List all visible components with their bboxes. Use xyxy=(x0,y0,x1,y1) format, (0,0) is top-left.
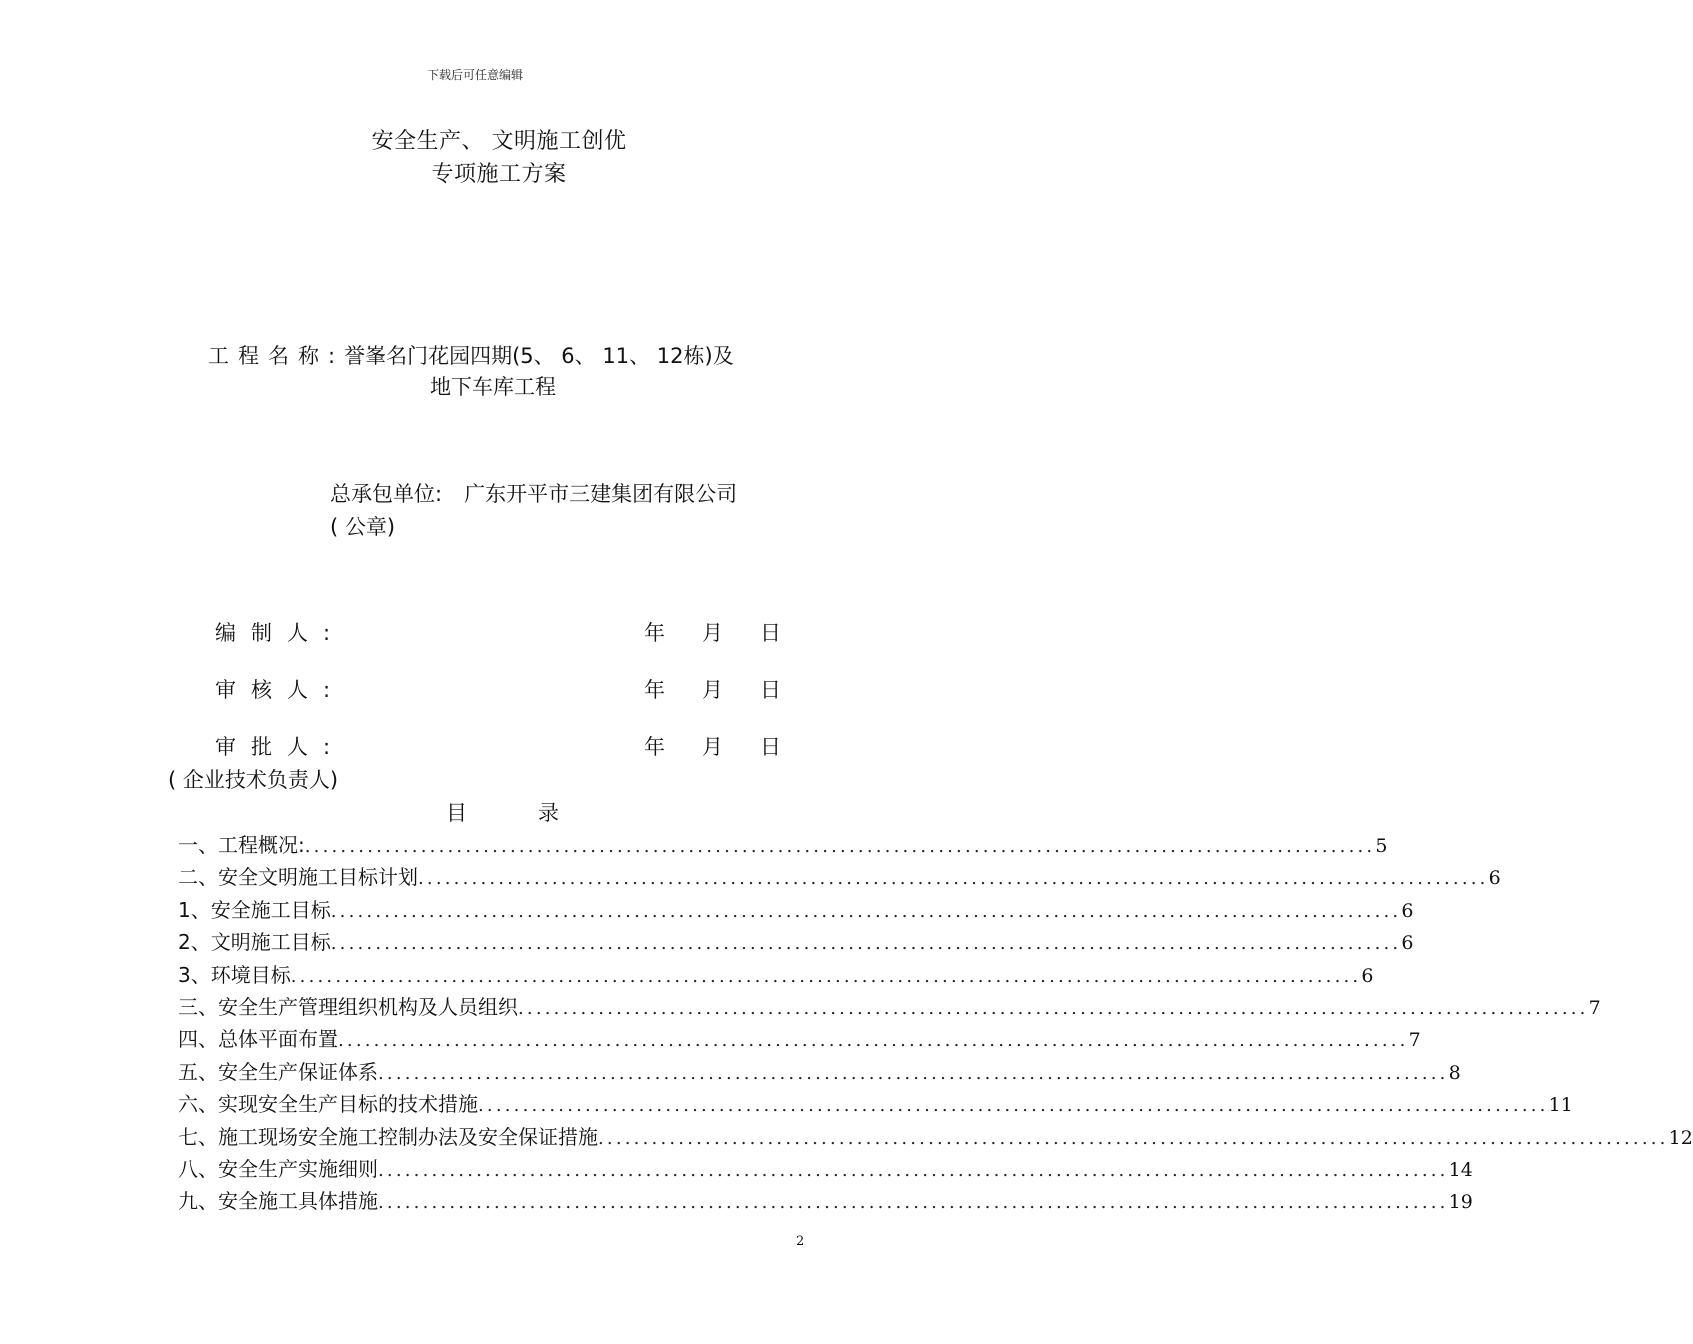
date-day: 日 xyxy=(760,621,781,645)
toc-title xyxy=(446,797,559,827)
toc-entry-page: 6 xyxy=(1361,964,1374,987)
toc-entry-page: 12 xyxy=(1668,1126,1693,1149)
date-year: 年 xyxy=(644,735,665,759)
date-year: 年 xyxy=(644,678,665,702)
toc-entry[interactable] xyxy=(178,1185,1473,1215)
date-day: 日 xyxy=(760,735,781,759)
toc-entry-page: 6 xyxy=(1401,932,1414,955)
toc-entry[interactable] xyxy=(178,1056,1461,1086)
toc-entry-title: 安全文明施工目标计划 xyxy=(218,865,418,890)
toc-entry-number: 1、 xyxy=(178,897,211,922)
date-year: 年 xyxy=(644,621,665,645)
signature-approver-date xyxy=(644,731,781,761)
toc-entry-page: 7 xyxy=(1408,1029,1421,1052)
signature-approver-label: 审批人: xyxy=(215,735,346,759)
date-day: 日 xyxy=(760,678,781,702)
toc-dot-leader: ........................................................................................................................ xyxy=(518,998,1589,1019)
toc-entry-number: 七、 xyxy=(178,1124,218,1149)
toc-dot-leader: ........................................................................................................................ xyxy=(290,965,1362,987)
toc-entry-title: 安全生产保证体系 xyxy=(218,1059,378,1084)
toc-dot-leader: ........................................................................................................................ xyxy=(418,868,1489,890)
toc-entry-number: 六、 xyxy=(178,1092,218,1117)
document-title-line1: 安全生产、 文明施工创优 xyxy=(371,129,627,154)
project-name: 誉峯名门花园四期(5、 6、 11、 12栋)及 xyxy=(344,344,734,368)
toc-entry-title: 环境目标 xyxy=(210,962,291,987)
toc-entry-page: 14 xyxy=(1448,1159,1473,1181)
company-seal-note: ( 公章) xyxy=(330,515,396,539)
toc-entry-page: 8 xyxy=(1448,1061,1461,1084)
toc-entry[interactable] xyxy=(178,959,1374,989)
toc-dot-leader: ........................................................................................................................ xyxy=(338,1030,1409,1052)
toc-entry-title: 总体平面布置 xyxy=(218,1027,338,1052)
toc-entry-number: 3、 xyxy=(178,962,211,987)
toc-entry[interactable] xyxy=(178,1088,1573,1118)
toc-entry-page: 19 xyxy=(1448,1191,1473,1214)
date-month: 月 xyxy=(702,678,723,702)
toc-entry-number: 一、 xyxy=(178,833,218,857)
contractor-label: 总承包单位: xyxy=(330,482,443,506)
toc-entry-title: 安全施工目标 xyxy=(210,897,331,922)
toc-entry[interactable] xyxy=(178,829,1388,859)
toc-dot-leader: ........................................................................................................................ xyxy=(598,1127,1669,1149)
toc-entry-title: 工程概况: xyxy=(218,833,305,857)
signature-compiler-date xyxy=(644,617,781,647)
responsible-person-note: ( 企业技术负责人) xyxy=(168,768,339,792)
toc-entry[interactable] xyxy=(178,1023,1421,1053)
toc-entry-number: 九、 xyxy=(178,1189,218,1214)
toc-entry[interactable] xyxy=(178,926,1414,956)
contractor-line xyxy=(330,478,737,508)
header-note: 下载后可任意编辑 xyxy=(426,68,523,82)
date-month: 月 xyxy=(702,621,723,645)
project-name-line1 xyxy=(208,340,734,370)
toc-entry[interactable] xyxy=(178,1153,1473,1183)
toc-entry[interactable] xyxy=(178,991,1601,1021)
toc-entry-page: 6 xyxy=(1488,867,1501,890)
toc-entry-number: 八、 xyxy=(178,1157,218,1181)
toc-entry-number: 三、 xyxy=(178,995,218,1019)
toc-entry[interactable] xyxy=(178,894,1414,924)
contractor-name: 广东开平市三建集团有限公司 xyxy=(464,482,738,506)
toc-entry-title: 施工现场安全施工控制办法及安全保证措施 xyxy=(218,1124,598,1149)
toc-entry-title: 安全施工具体措施 xyxy=(218,1189,378,1214)
toc-entry-page: 6 xyxy=(1401,899,1414,922)
toc-title-right: 录 xyxy=(538,801,559,825)
project-name-line2: 地下车库工程 xyxy=(430,375,556,399)
project-label: 工程名称: xyxy=(208,344,345,368)
toc-entry-page: 11 xyxy=(1548,1094,1573,1117)
toc-dot-leader: ........................................................................................................................ xyxy=(478,1095,1549,1117)
signature-compiler-label: 编制人: xyxy=(215,621,346,645)
toc-entry-number: 二、 xyxy=(178,865,218,890)
signature-reviewer-label: 审核人: xyxy=(215,678,346,702)
toc-entry-title: 文明施工目标 xyxy=(210,930,331,955)
page-number: 2 xyxy=(796,1234,805,1249)
date-month: 月 xyxy=(702,735,723,759)
toc-entry-number: 五、 xyxy=(178,1059,218,1084)
toc-dot-leader: ........................................................................................................................ xyxy=(330,900,1402,922)
toc-dot-leader: ........................................................................................................................ xyxy=(378,1160,1449,1181)
toc-entry-title: 实现安全生产目标的技术措施 xyxy=(218,1092,478,1117)
signature-reviewer-date xyxy=(644,674,781,704)
toc-entry-number: 四、 xyxy=(178,1027,218,1052)
toc-entry-page: 5 xyxy=(1375,835,1388,857)
toc-dot-leader: ........................................................................................................................ xyxy=(330,933,1402,955)
toc-entry-title: 安全生产管理组织机构及人员组织 xyxy=(218,995,518,1019)
toc-entry-title: 安全生产实施细则 xyxy=(218,1157,378,1181)
toc-dot-leader: ........................................................................................................................ xyxy=(304,836,1376,857)
toc-dot-leader: ........................................................................................................................ xyxy=(378,1062,1449,1084)
toc-title-left: 目 xyxy=(446,801,467,825)
toc-entry[interactable] xyxy=(178,861,1501,891)
toc-dot-leader: ........................................................................................................................ xyxy=(378,1192,1449,1214)
toc-entry-page: 7 xyxy=(1588,997,1601,1019)
toc-entry-number: 2、 xyxy=(178,930,211,955)
document-title-line2: 专项施工方案 xyxy=(431,162,567,187)
toc-entry[interactable] xyxy=(178,1121,1693,1151)
